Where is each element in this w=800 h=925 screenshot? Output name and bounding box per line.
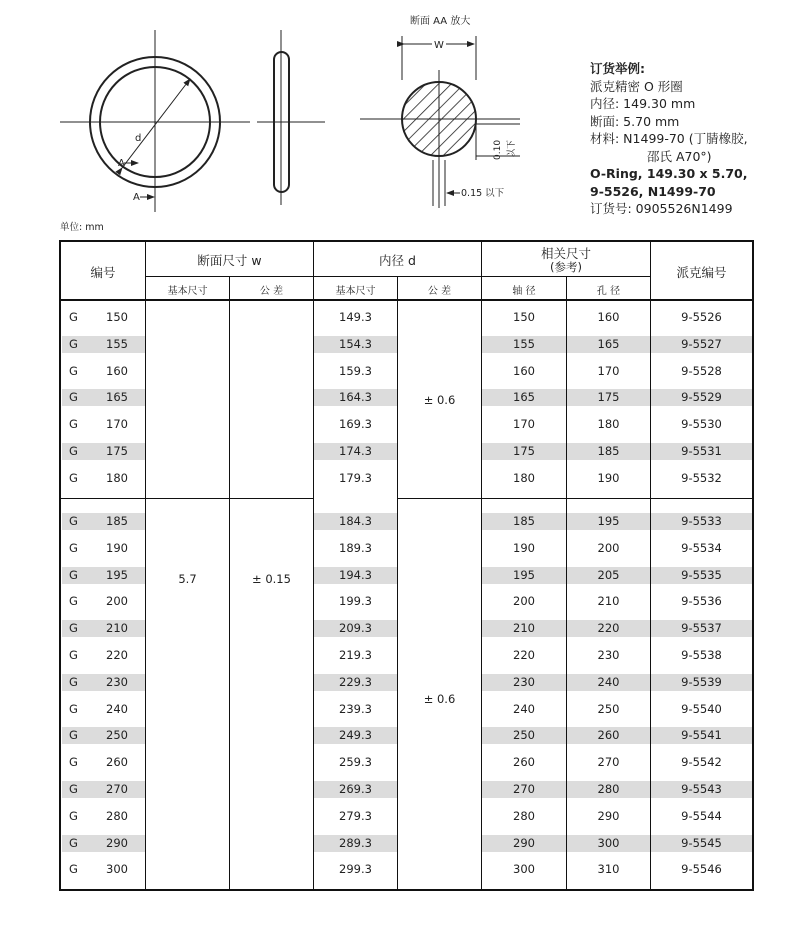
- row-code-letter: G: [69, 390, 78, 405]
- subheader-shaft: 轴 径: [512, 286, 536, 297]
- row-inner-diameter: 259.3: [339, 755, 372, 770]
- row-code-number: 240: [106, 701, 128, 716]
- row-inner-diameter: 169.3: [339, 417, 372, 432]
- row-code-number: 220: [106, 648, 128, 662]
- row-code-letter: G: [69, 621, 78, 636]
- row-bore-diameter: 310: [597, 862, 620, 877]
- row-shaft-diameter: 200: [513, 594, 535, 609]
- row-code-number: 190: [106, 540, 128, 555]
- row-inner-diameter: 229.3: [339, 674, 372, 689]
- row-shaft-diameter: 190: [513, 540, 535, 555]
- row-shaft-diameter: 290: [513, 835, 535, 850]
- order-line-8: 订货号: 0905526N1499: [590, 201, 733, 216]
- tolerance-015-label: 0.15 以下: [461, 188, 505, 199]
- row-inner-diameter: 179.3: [339, 470, 372, 485]
- row-parker-number: 9-5534: [681, 540, 722, 555]
- order-line-2: 内径: 149.30 mm: [590, 96, 696, 111]
- row-parker-number: 9-5543: [681, 782, 722, 796]
- row-bore-diameter: 250: [597, 701, 620, 716]
- row-code-number: 165: [106, 390, 128, 405]
- header-mid-rule: [145, 276, 651, 277]
- row-code-letter: G: [69, 835, 78, 850]
- o-ring-size-table: [59, 240, 754, 891]
- subheader-id-basic: 基本尺寸: [335, 286, 376, 297]
- row-bore-diameter: 195: [597, 514, 620, 528]
- row-shaft-diameter: 280: [513, 808, 535, 823]
- row-parker-number: 9-5540: [681, 701, 722, 716]
- row-bore-diameter: 165: [597, 336, 620, 351]
- section-a-label-1: A: [118, 158, 125, 169]
- row-code-number: 290: [106, 835, 128, 850]
- row-parker-number: 9-5528: [681, 363, 722, 378]
- row-bore-diameter: 190: [597, 470, 620, 485]
- row-bore-diameter: 300: [597, 835, 620, 850]
- row-inner-diameter: 159.3: [339, 363, 372, 378]
- unit-label: 单位: mm: [60, 222, 104, 233]
- header-inner-diameter: 内径 d: [379, 253, 416, 268]
- row-parker-number: 9-5529: [681, 390, 722, 405]
- row-bore-diameter: 260: [597, 728, 620, 743]
- row-shaft-diameter: 220: [513, 648, 535, 662]
- row-code-letter: G: [69, 444, 78, 458]
- row-inner-diameter: 184.3: [339, 514, 372, 528]
- order-line-7: 9-5526, N1499-70: [590, 183, 716, 199]
- row-parker-number: 9-5531: [681, 444, 722, 458]
- row-inner-diameter: 194.3: [339, 567, 372, 582]
- id-tol-group-1: ± 0.6: [423, 393, 456, 407]
- row-parker-number: 9-5541: [681, 728, 722, 743]
- row-code-letter: G: [69, 514, 78, 528]
- row-code-letter: G: [69, 808, 78, 823]
- row-code-letter: G: [69, 594, 78, 609]
- row-bore-diameter: 185: [597, 444, 620, 458]
- order-line-1: 派克精密 O 形圈: [590, 78, 683, 94]
- header-code: 编号: [90, 265, 116, 280]
- row-code-letter: G: [69, 567, 78, 582]
- row-shaft-diameter: 160: [513, 363, 535, 378]
- row-shaft-diameter: 230: [513, 674, 535, 689]
- row-code-letter: G: [69, 363, 78, 378]
- section-aa-enlarged: [360, 14, 520, 208]
- row-parker-number: 9-5546: [681, 862, 722, 877]
- row-shaft-diameter: 180: [513, 470, 535, 485]
- row-inner-diameter: 239.3: [339, 701, 372, 716]
- row-shaft-diameter: 195: [513, 567, 535, 582]
- row-shaft-diameter: 260: [513, 755, 535, 770]
- row-bore-diameter: 160: [597, 310, 620, 324]
- row-code-letter: G: [69, 701, 78, 716]
- row-code-letter: G: [69, 417, 78, 432]
- section-a-label-2: A: [133, 192, 140, 203]
- row-shaft-diameter: 270: [513, 782, 535, 796]
- subheader-cs-tol: 公 差: [259, 286, 284, 297]
- row-shaft-diameter: 300: [513, 862, 535, 877]
- row-parker-number: 9-5536: [681, 594, 722, 609]
- row-shaft-diameter: 250: [513, 728, 535, 743]
- order-example-title: 订货举例:: [590, 61, 645, 76]
- row-parker-number: 9-5542: [681, 755, 722, 770]
- row-code-letter: G: [69, 782, 78, 796]
- row-bore-diameter: 200: [597, 540, 620, 555]
- row-inner-diameter: 219.3: [339, 648, 372, 662]
- row-code-number: 270: [106, 782, 128, 796]
- order-line-5: 邵氏 A70°): [647, 148, 712, 164]
- header-cross-section: 断面尺寸 w: [197, 253, 262, 268]
- row-parker-number: 9-5533: [681, 514, 722, 528]
- section-aa-title: 断面 AA 放大: [410, 16, 471, 27]
- row-bore-diameter: 270: [597, 755, 620, 770]
- cs-tol-value: ± 0.15: [252, 572, 291, 586]
- col-divider: [145, 242, 146, 889]
- col-divider: [397, 277, 398, 889]
- ring-side-view: [257, 30, 325, 205]
- row-code-number: 200: [106, 594, 128, 609]
- width-label: W: [434, 40, 444, 51]
- row-bore-diameter: 175: [597, 390, 620, 405]
- group-divider-left: [61, 498, 145, 499]
- row-inner-diameter: 189.3: [339, 540, 372, 555]
- row-shaft-diameter: 150: [513, 310, 535, 324]
- row-inner-diameter: 199.3: [339, 594, 372, 609]
- subheader-bore: 孔 径: [596, 286, 621, 297]
- row-code-number: 230: [106, 674, 128, 689]
- header-related-sub: (参考): [550, 260, 582, 274]
- row-bore-diameter: 170: [597, 363, 620, 378]
- row-shaft-diameter: 210: [513, 621, 535, 636]
- row-bore-diameter: 205: [597, 567, 620, 582]
- row-inner-diameter: 174.3: [339, 444, 372, 458]
- row-parker-number: 9-5532: [681, 470, 722, 485]
- row-code-letter: G: [69, 862, 78, 877]
- row-shaft-diameter: 240: [513, 701, 535, 716]
- row-inner-diameter: 269.3: [339, 782, 372, 796]
- id-tol-group-2: ± 0.6: [423, 692, 456, 706]
- row-shaft-diameter: 155: [513, 336, 535, 351]
- row-code-letter: G: [69, 470, 78, 485]
- row-shaft-diameter: 175: [513, 444, 535, 458]
- row-parker-number: 9-5545: [681, 835, 722, 850]
- header-related: 相关尺寸: [540, 246, 591, 261]
- row-inner-diameter: 289.3: [339, 835, 372, 850]
- row-code-number: 280: [106, 808, 128, 823]
- order-example: [590, 60, 748, 218]
- ring-front-view: [60, 30, 250, 212]
- row-parker-number: 9-5544: [681, 808, 722, 823]
- row-code-number: 185: [106, 514, 128, 528]
- row-bore-diameter: 290: [597, 808, 620, 823]
- row-inner-diameter: 164.3: [339, 390, 372, 405]
- row-code-number: 300: [106, 862, 128, 877]
- row-code-letter: G: [69, 336, 78, 351]
- row-shaft-diameter: 185: [513, 514, 535, 528]
- row-code-letter: G: [69, 648, 78, 662]
- row-code-letter: G: [69, 674, 78, 689]
- row-code-letter: G: [69, 728, 78, 743]
- row-bore-diameter: 210: [597, 594, 620, 609]
- row-parker-number: 9-5527: [681, 336, 722, 351]
- row-code-letter: G: [69, 540, 78, 555]
- row-bore-diameter: 280: [597, 782, 620, 796]
- row-bore-diameter: 180: [597, 417, 620, 432]
- row-code-number: 195: [106, 567, 128, 582]
- row-parker-number: 9-5530: [681, 417, 722, 432]
- row-code-letter: G: [69, 755, 78, 770]
- row-bore-diameter: 230: [597, 648, 620, 662]
- tolerance-010-label: 0.10: [493, 139, 503, 160]
- row-inner-diameter: 299.3: [339, 862, 372, 877]
- row-parker-number: 9-5535: [681, 567, 722, 582]
- row-parker-number: 9-5538: [681, 648, 722, 662]
- row-inner-diameter: 154.3: [339, 336, 372, 351]
- header-parker-no: 派克编号: [676, 265, 727, 280]
- row-bore-diameter: 220: [597, 621, 620, 636]
- row-inner-diameter: 249.3: [339, 728, 372, 743]
- row-code-number: 180: [106, 470, 128, 485]
- row-code-number: 170: [106, 417, 128, 432]
- row-shaft-diameter: 165: [513, 390, 535, 405]
- row-bore-diameter: 240: [597, 674, 620, 689]
- row-shaft-diameter: 170: [513, 417, 535, 432]
- subheader-id-tol: 公 差: [427, 286, 452, 297]
- group-divider-right: [397, 498, 752, 499]
- row-parker-number: 9-5526: [681, 310, 722, 324]
- order-line-3: 断面: 5.70 mm: [590, 113, 680, 129]
- row-code-number: 155: [106, 336, 128, 351]
- row-code-number: 150: [106, 310, 128, 324]
- row-inner-diameter: 209.3: [339, 621, 372, 636]
- subheader-cs-basic: 基本尺寸: [167, 286, 208, 297]
- row-code-number: 160: [106, 363, 128, 378]
- row-inner-diameter: 279.3: [339, 808, 372, 823]
- cs-basic-value: 5.7: [178, 572, 197, 586]
- row-code-letter: G: [69, 310, 78, 324]
- header-bottom-rule: [61, 299, 752, 301]
- row-parker-number: 9-5539: [681, 674, 722, 689]
- row-inner-diameter: 149.3: [339, 310, 372, 324]
- tolerance-010-suffix: 以下: [507, 139, 517, 158]
- diameter-label: d: [135, 133, 142, 144]
- row-code-number: 250: [106, 728, 128, 743]
- order-line-4: 材料: N1499-70 (丁腈橡胶,: [590, 131, 748, 146]
- row-code-number: 260: [106, 755, 128, 770]
- row-code-number: 210: [106, 621, 128, 636]
- row-code-number: 175: [106, 444, 128, 458]
- order-line-6: O-Ring, 149.30 x 5.70,: [590, 166, 748, 181]
- row-parker-number: 9-5537: [681, 621, 722, 636]
